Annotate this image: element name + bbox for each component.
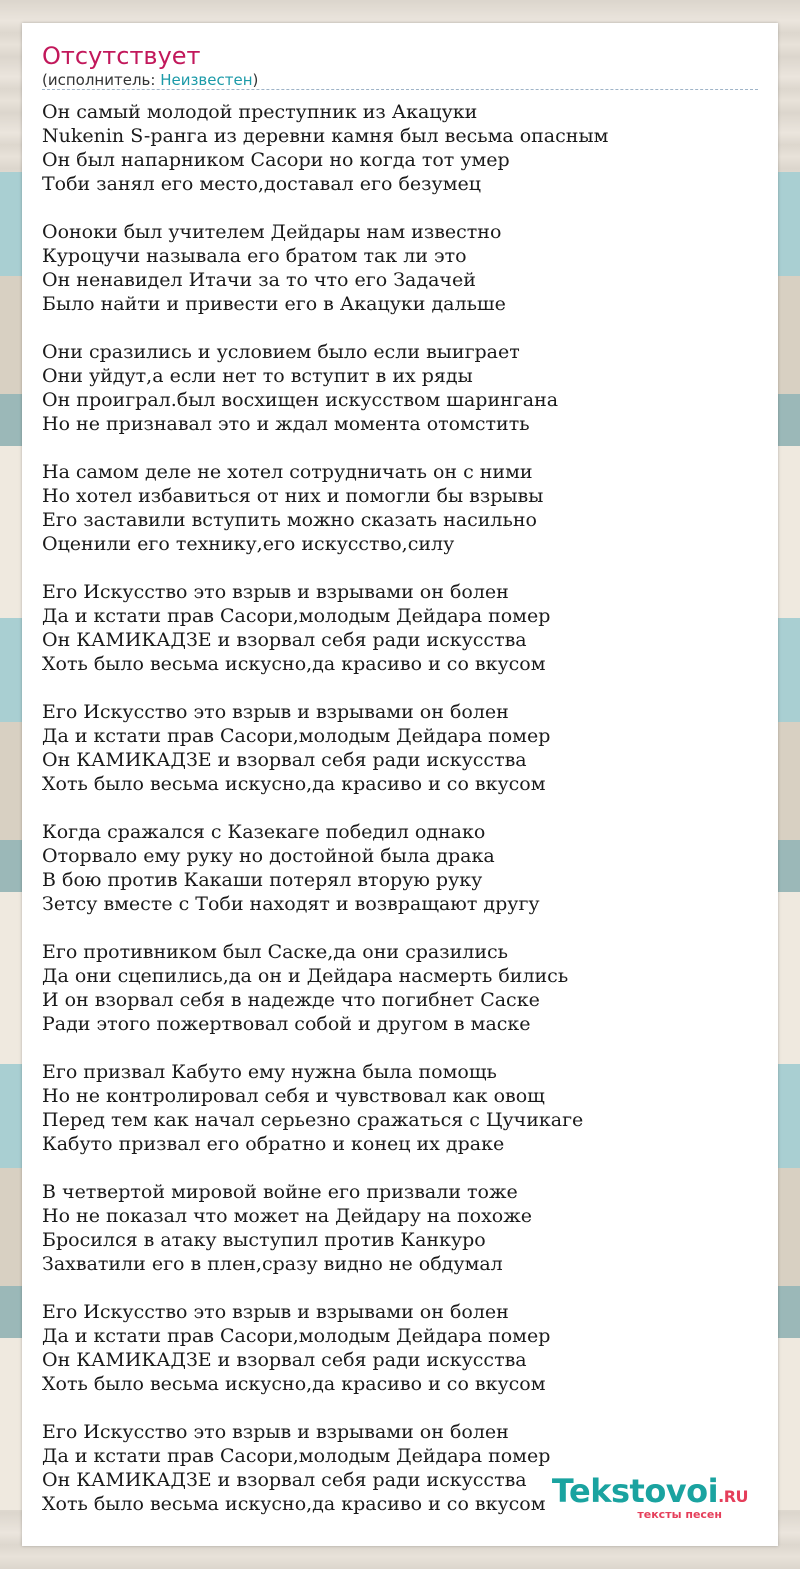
lyric-line: В четвертой мировой войне его призвали тоже	[42, 1181, 518, 1203]
lyrics-text	[42, 100, 762, 1540]
stanza	[42, 820, 762, 916]
lyric-line: Они уйдут,а если нет то вступит в их ряды	[42, 365, 473, 387]
artist-line	[42, 70, 258, 90]
lyric-line: Его призвал Кабуто ему нужна была помощь	[42, 1061, 497, 1083]
header-divider	[42, 89, 758, 90]
lyric-line: Он самый молодой преступник из Акацуки	[42, 101, 478, 123]
lyric-line: Его Искусство это взрыв и взрывами он болен	[42, 701, 509, 723]
lyric-line: Его противником был Саске,да они сразились	[42, 941, 508, 963]
stanza	[42, 460, 762, 556]
lyric-line: Куроцучи называла его братом так ли это	[42, 245, 467, 267]
lyric-line: На самом деле не хотел сотрудничать он с ними	[42, 461, 533, 483]
stanza	[42, 220, 762, 316]
lyric-line: Тоби занял его место,доставал его безумец	[42, 173, 481, 195]
lyric-line: Ооноки был учителем Дейдары нам известно	[42, 221, 502, 243]
lyric-line: Он КАМИКАДЗЕ и взорвал себя ради искусства	[42, 1349, 527, 1371]
lyric-line: Nukenin S-ранга из деревни камня был весьма опасным	[42, 125, 609, 147]
lyric-line: И он взорвал себя в надежде что погибнет Саске	[42, 989, 540, 1011]
site-logo[interactable]	[552, 1474, 748, 1521]
lyric-line: Хоть было весьма искусно,да красиво и со вкусом	[42, 653, 546, 675]
lyric-line: Да и кстати прав Сасори,молодым Дейдара помер	[42, 1445, 551, 1467]
lyric-line: Бросился в атаку выступил против Канкуро	[42, 1229, 486, 1251]
lyric-line: Он был напарником Сасори но когда тот умер	[42, 149, 510, 171]
lyric-line: Его Искусство это взрыв и взрывами он болен	[42, 1421, 509, 1443]
lyric-line: Зетсу вместе с Тоби находят и возвращают другу	[42, 893, 540, 915]
stanza	[42, 1180, 762, 1276]
lyric-line: Его Искусство это взрыв и взрывами он болен	[42, 1301, 509, 1323]
lyric-line: Он КАМИКАДЗЕ и взорвал себя ради искусства	[42, 749, 527, 771]
lyric-line: Да они сцепились,да он и Дейдара насмерть бились	[42, 965, 569, 987]
lyric-line: Но не признавал это и ждал момента отомстить	[42, 413, 530, 435]
lyric-line: Но не показал что может на Дейдару на похоже	[42, 1205, 532, 1227]
lyric-line: Ради этого пожертвовал собой и другом в маске	[42, 1013, 531, 1035]
stanza	[42, 580, 762, 676]
lyric-line: Они сразились и условием было если выиграет	[42, 341, 520, 363]
stanza	[42, 1300, 762, 1396]
lyrics-card	[22, 23, 778, 1546]
lyric-line: Он КАМИКАДЗЕ и взорвал себя ради искусства	[42, 629, 527, 651]
artist-suffix: )	[252, 71, 259, 89]
logo-domain: .RU	[718, 1487, 748, 1506]
stanza	[42, 340, 762, 436]
lyric-line: В бою против Какаши потерял вторую руку	[42, 869, 483, 891]
artist-link[interactable]: Неизвестен	[160, 71, 253, 89]
lyric-line: Он ненавидел Итачи за то что его Задачей	[42, 269, 476, 291]
lyric-line: Кабуто призвал его обратно и конец их драке	[42, 1133, 505, 1155]
song-title: Отсутствует	[42, 42, 201, 70]
lyric-line: Но не контролировал себя и чувствовал как овощ	[42, 1085, 545, 1107]
artist-prefix: (исполнитель:	[42, 71, 161, 89]
lyric-line: Хоть было весьма искусно,да красиво и со вкусом	[42, 1373, 546, 1395]
lyric-line: Да и кстати прав Сасори,молодым Дейдара помер	[42, 725, 551, 747]
lyric-line: Перед тем как начал серьезно сражаться с Цучикаге	[42, 1109, 584, 1131]
logo-name: Tekstovoi	[551, 1472, 719, 1510]
lyric-line: Было найти и привести его в Акацуки дальше	[42, 293, 506, 315]
stanza	[42, 700, 762, 796]
lyric-line: Оценили его технику,его искусство,силу	[42, 533, 455, 555]
lyric-line: Оторвало ему руку но достойной была драка	[42, 845, 495, 867]
lyric-line: Да и кстати прав Сасори,молодым Дейдара помер	[42, 1325, 551, 1347]
lyric-line: Хоть было весьма искусно,да красиво и со вкусом	[42, 773, 546, 795]
lyric-line: Он КАМИКАДЗЕ и взорвал себя ради искусства	[42, 1469, 527, 1491]
lyric-line: Он проиграл.был восхищен искусством шарингана	[42, 389, 559, 411]
stanza	[42, 940, 762, 1036]
lyric-line: Да и кстати прав Сасори,молодым Дейдара помер	[42, 605, 551, 627]
stanza	[42, 1060, 762, 1156]
stanza	[42, 100, 762, 196]
lyric-line: Его Искусство это взрыв и взрывами он болен	[42, 581, 509, 603]
lyric-line: Но хотел избавиться от них и помогли бы взрывы	[42, 485, 544, 507]
lyric-line: Когда сражался с Казекаге победил однако	[42, 821, 486, 843]
logo-tagline: тексты песен	[637, 1508, 722, 1521]
lyric-line: Захватили его в плен,сразу видно не обдумал	[42, 1253, 503, 1275]
lyric-line: Его заставили вступить можно сказать насильно	[42, 509, 537, 531]
lyric-line: Хоть было весьма искусно,да красиво и со вкусом	[42, 1493, 546, 1515]
